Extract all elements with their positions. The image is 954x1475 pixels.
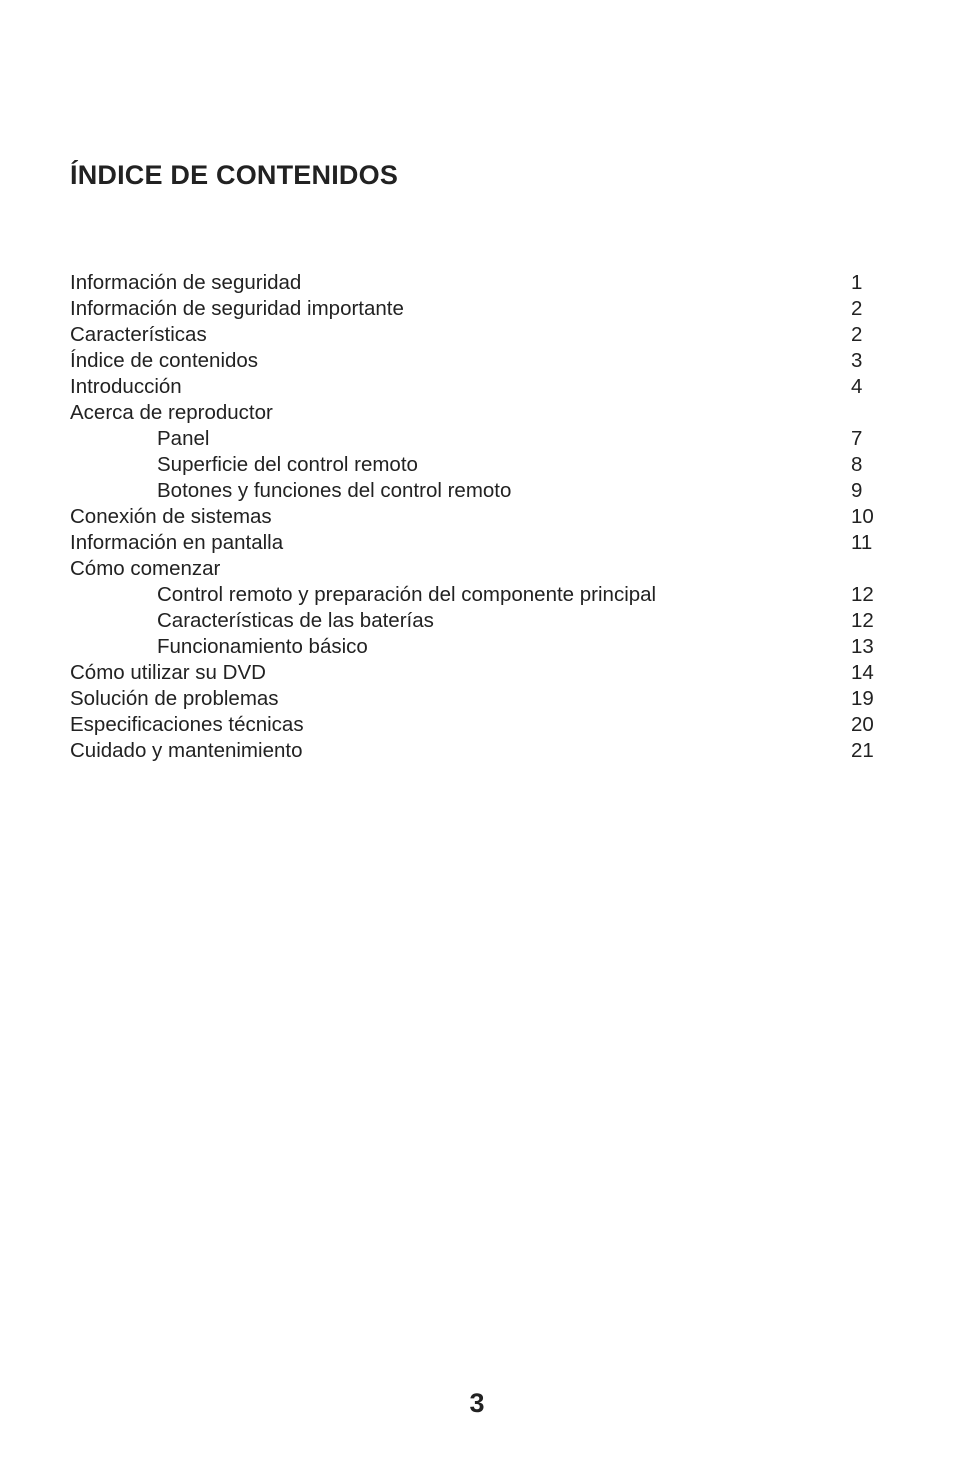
toc-entry	[70, 348, 890, 374]
toc-entry-label: Superficie del control remoto	[157, 453, 418, 476]
toc-entry	[70, 374, 890, 400]
toc-section-heading	[70, 556, 890, 582]
toc-entry-page: 2	[851, 323, 863, 346]
toc-entry-page: 12	[851, 583, 874, 606]
toc-subentry	[70, 608, 890, 634]
toc-entry-page: 8	[851, 453, 863, 476]
toc-entry-label: Información de seguridad	[70, 271, 302, 294]
toc-entry	[70, 686, 890, 712]
toc-entry-label: Funcionamiento básico	[157, 635, 368, 658]
toc-entry-page: 12	[851, 609, 874, 632]
toc-entry-label: Solución de problemas	[70, 687, 279, 710]
toc-subentry	[70, 426, 890, 452]
toc-entry-page: 21	[851, 739, 874, 762]
toc-entry	[70, 504, 890, 530]
toc-entry	[70, 530, 890, 556]
toc-subentry	[70, 478, 890, 504]
toc-entry-label: Características de las baterías	[157, 609, 434, 632]
toc-entry	[70, 322, 890, 348]
toc-entry	[70, 712, 890, 738]
toc-entry-label: Introducción	[70, 375, 182, 398]
toc-section-heading	[70, 400, 890, 426]
toc-subentry	[70, 634, 890, 660]
toc-entry-label: Información de seguridad importante	[70, 297, 404, 320]
toc-entry	[70, 270, 890, 296]
toc-entry-label: Cómo utilizar su DVD	[70, 661, 266, 684]
toc-entry-label: Conexión de sistemas	[70, 505, 272, 528]
page-title: ÍNDICE DE CONTENIDOS	[70, 160, 399, 190]
toc-entry-page: 4	[851, 375, 863, 398]
toc-entry-page: 13	[851, 635, 874, 658]
toc-subentry	[70, 452, 890, 478]
page-number: 3	[469, 1388, 485, 1418]
toc-entry-page: 9	[851, 479, 863, 502]
toc-entry-page: 11	[851, 531, 873, 554]
toc-entry-page: 3	[851, 349, 863, 372]
toc-entry	[70, 296, 890, 322]
toc-entry-page: 2	[851, 297, 863, 320]
toc-entry	[70, 660, 890, 686]
toc-entry-page: 10	[851, 505, 874, 528]
toc-entry-page: 1	[851, 271, 863, 294]
toc-entry-page: 19	[851, 687, 874, 710]
toc-entry-label: Características	[70, 323, 207, 346]
toc-subentry	[70, 582, 890, 608]
toc-entry-label: Acerca de reproductor	[70, 401, 273, 424]
toc-entry-label: Cómo comenzar	[70, 557, 221, 580]
toc-entry-label: Control remoto y preparación del componente principal	[157, 583, 657, 606]
toc-entry-page: 20	[851, 713, 874, 736]
toc-entry-page: 7	[851, 427, 863, 450]
toc-entry-label: Especificaciones técnicas	[70, 713, 304, 736]
table-of-contents	[70, 270, 890, 764]
toc-entry-page: 14	[851, 661, 874, 684]
toc-entry-label: Cuidado y mantenimiento	[70, 739, 303, 762]
toc-entry-label: Información en pantalla	[70, 531, 284, 554]
toc-entry-label: Botones y funciones del control remoto	[157, 479, 512, 502]
toc-entry	[70, 738, 890, 764]
toc-entry-label: Panel	[157, 427, 210, 450]
toc-entry-label: Índice de contenidos	[70, 349, 259, 372]
